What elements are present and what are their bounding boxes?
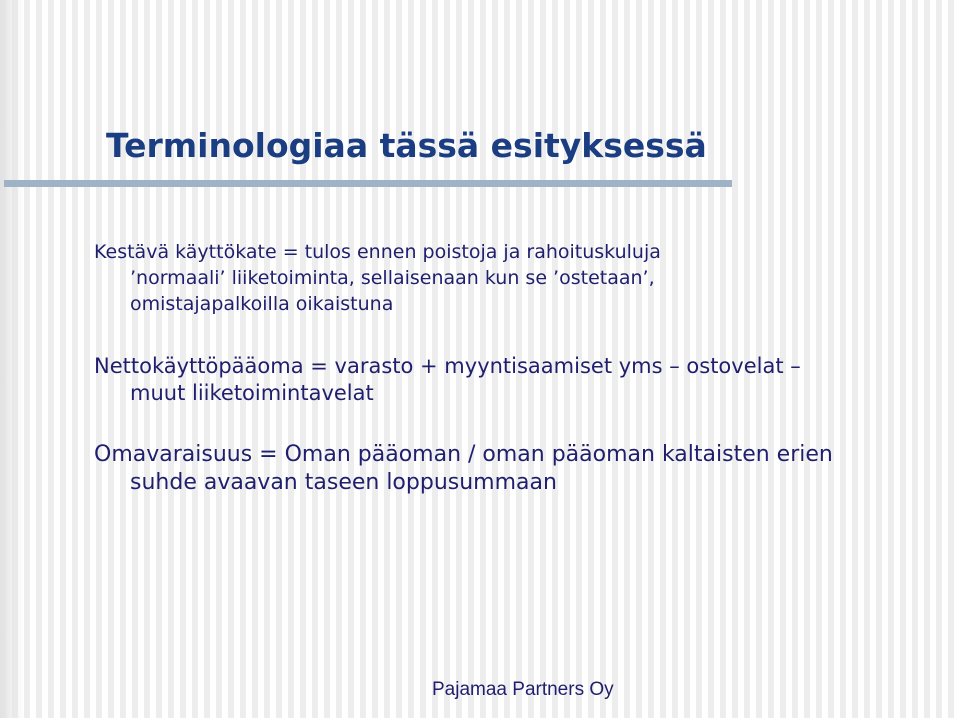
definition-line: muut liiketoimintavelat bbox=[130, 381, 374, 405]
definition-line: omistajapalkoilla oikaistuna bbox=[130, 293, 394, 315]
slide-edge-shade bbox=[0, 0, 24, 718]
title-underline-rule bbox=[4, 180, 732, 187]
definition-nettokayttopaaoma bbox=[94, 353, 801, 407]
definition-line: suhde avaavan taseen loppusummaan bbox=[130, 470, 557, 495]
slide-title: Terminologiaa tässä esityksessä bbox=[106, 126, 707, 165]
definition-omavaraisuus bbox=[94, 441, 833, 497]
footer-company-name: Pajamaa Partners Oy bbox=[432, 679, 614, 700]
definition-line: Nettokäyttöpääoma = varasto + myyntisaamiset yms – ostovelat – bbox=[94, 354, 801, 378]
definition-line: ’normaali’ liiketoiminta, sellaisenaan kun se ’ostetaan’, bbox=[130, 267, 655, 289]
definition-kestava-kayttokate bbox=[94, 239, 661, 317]
definition-line: Kestävä käyttökate = tulos ennen poistoja ja rahoituskuluja bbox=[94, 241, 661, 263]
definition-line: Omavaraisuus = Oman pääoman / oman pääoman kaltaisten erien bbox=[94, 442, 833, 467]
